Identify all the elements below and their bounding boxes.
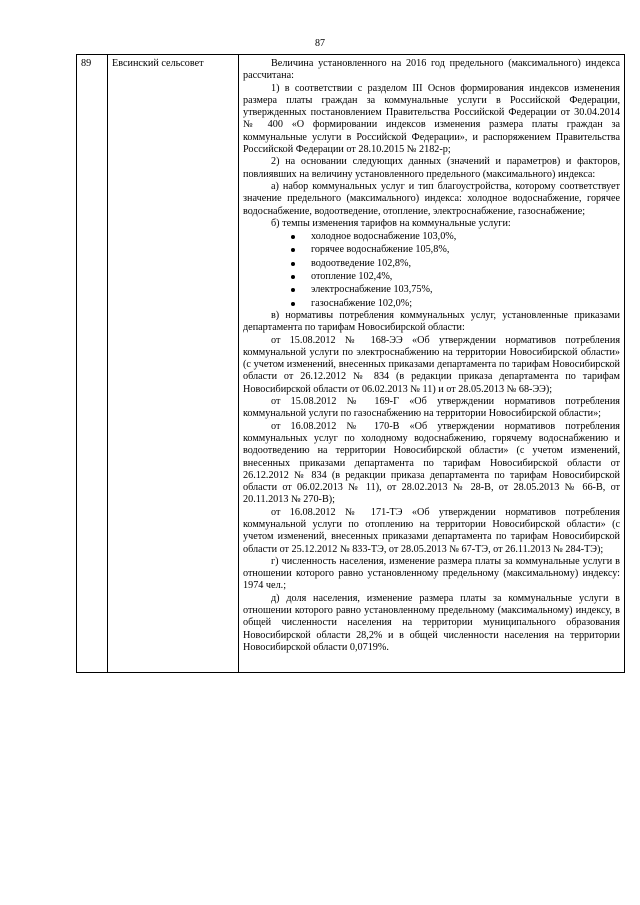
bullet-icon (291, 275, 295, 279)
bullet-icon (291, 288, 295, 292)
paragraph-norm-168: от 15.08.2012 № 168-ЭЭ «Об утверждении нормативов потребления коммунальной услуги по электроснабжению на территории Новосибирской области» (с учетом изменений, внесенных приказами департамента по тарифам Новосибирской области от 26.12.2012 № 834 (в редакции приказа департамента по тарифам Новосибирской области от 06.02.2013 № 11) и от 28.05.2013 № 68-ЭЭ); (243, 334, 620, 395)
list-item-text: отопление 102,4%, (311, 271, 393, 283)
paragraph-population: г) численность населения, изменение размера платы за коммунальные услуги в отношении которого равно установленному предельному (максимальному) индексу: 1974 чел.; (243, 555, 620, 592)
paragraph-population-share: д) доля населения, изменение размера платы за коммунальные услуги в отношении которого равно установленному предельному (максимальному) индексу, в общей численности населения на территории муниципального образования Новосибирской области 28,2% и в общей численности населения на территории Новосибирской области 0,0719%. (243, 592, 620, 653)
paragraph-tariff-rates: б) темпы изменения тарифов на коммунальные услуги: (271, 217, 511, 229)
tariff-list (243, 230, 620, 310)
list-item-text: газоснабжение 102,0%; (311, 297, 413, 309)
list-item (291, 283, 620, 296)
paragraph-norm-171: от 16.08.2012 № 171-ТЭ «Об утверждении нормативов потребления коммунальной услуги по отоплению на территории Новосибирской области» (с учетом изменений, внесенных приказами департамента по тарифам Новосибирской области от 25.12.2012 № 833-ТЭ, от 28.05.2013 № 67-ТЭ, от 26.11.2013 № 284-ТЭ); (243, 506, 620, 555)
list-item (291, 297, 620, 310)
paragraph-intro: Величина установленного на 2016 год предельного (максимального) индекса рассчитана: (243, 58, 620, 82)
list-item (291, 257, 620, 270)
paragraph-norm-169: от 15.08.2012 № 169-Г «Об утверждении нормативов потребления коммунальной услуги по газоснабжению на территории Новосибирской области»; (243, 396, 620, 420)
list-item (291, 230, 620, 243)
bullet-icon (291, 302, 295, 306)
list-item-text: электроснабжение 103,75%, (311, 284, 433, 296)
calculation-text-cell (239, 55, 625, 673)
list-item-text: холодное водоснабжение 103,0%, (311, 231, 457, 243)
list-item-text: водоотведение 102,8%, (311, 257, 411, 269)
paragraph-basis-2: 2) на основании следующих данных (значений и параметров) и факторов, повлиявших на величину установленного предельного (максимального) индекса: (243, 156, 620, 180)
paragraph-basis-1: 1) в соответствии с разделом III Основ формирования индексов изменения размера платы граждан за коммунальные услуги в Российской Федерации, утвержденных постановлением Правительства Российской Федерации от 30.04.2014 № 400 «О формировании индексов изменения размера платы граждан за коммунальные услуги в Российской Федерации», и распоряжением Правительства Российской Федерации от 28.10.2015 № 2182-р; (243, 82, 620, 156)
bullet-icon (291, 235, 295, 239)
bullet-icon (291, 262, 295, 266)
municipality-name-cell: Евсинский сельсовет (108, 55, 239, 673)
table-row (77, 55, 625, 673)
list-item-text: горячее водоснабжение 105,8%, (311, 244, 450, 256)
list-item (291, 270, 620, 283)
paragraph-services-set: а) набор коммунальных услуг и тип благоустройства, которому соответствует значение предельного (максимального) индекса: холодное водоснабжение, горячее водоснабжение, водоотведение, отопление, электроснабжение, газоснабжение; (243, 180, 620, 217)
paragraph-norms-intro: в) нормативы потребления коммунальных услуг, установленные приказами департамента по тарифам Новосибирской области: (243, 309, 620, 334)
paragraph-norm-170: от 16.08.2012 № 170-В «Об утверждении нормативов потребления коммунальных услуг по холодному водоснабжению, горячему водоснабжению и водоотведению на территории Новосибирской области» (с учетом изменений, внесенных приказами департамента по тарифам Новосибирской области от 26.12.2012 № 834 (в редакции приказа департамента по тарифам Новосибирской области от 06.02.2013 № 11), от 28.02.2013 № 28-В, от 28.05.2013 № 66-В, от 20.11.2013 № 270-В); (243, 420, 620, 506)
bullet-icon (291, 248, 295, 252)
page-number: 87 (315, 38, 325, 49)
row-number-cell: 89 (77, 55, 108, 673)
indices-table (76, 54, 625, 673)
list-item (291, 243, 620, 256)
